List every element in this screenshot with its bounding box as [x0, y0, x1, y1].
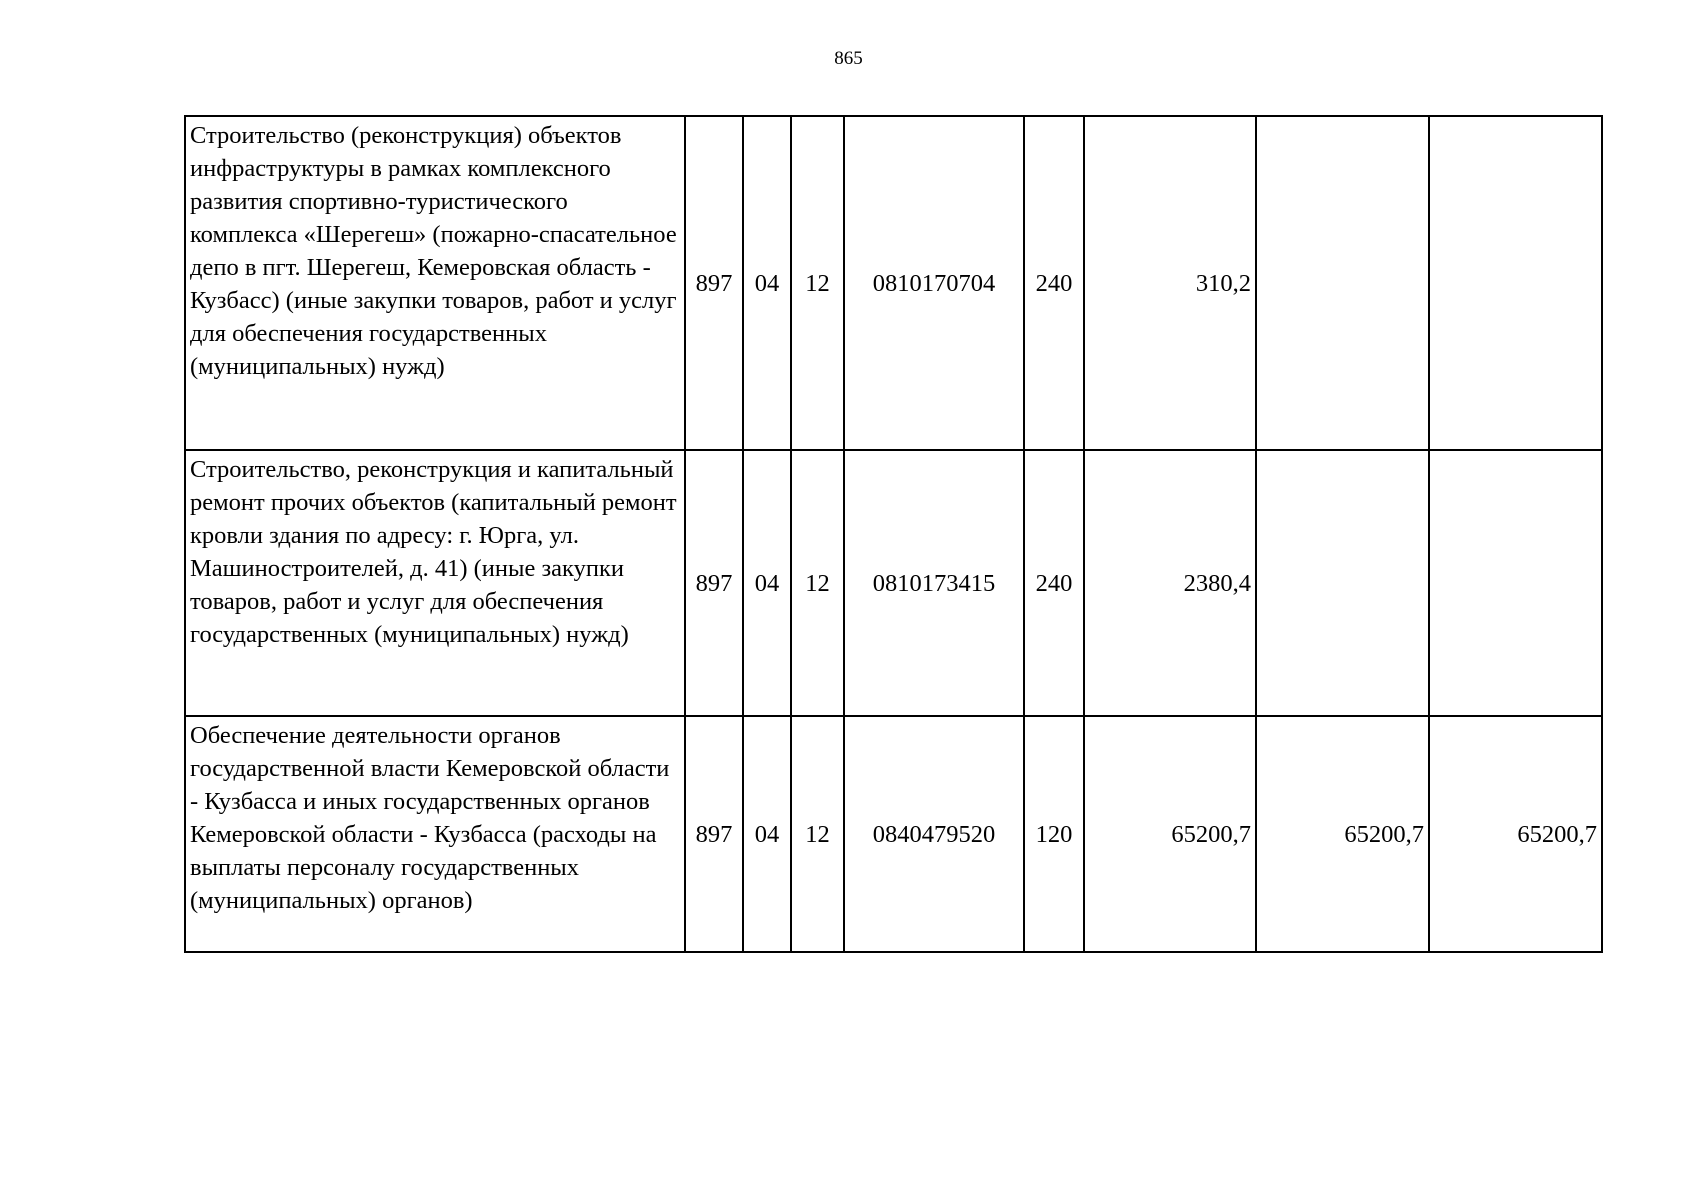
- sum-3-cell: 65200,7: [1429, 716, 1602, 952]
- ministry-code-cell: 897: [685, 450, 743, 716]
- section-code-cell: 04: [743, 116, 791, 450]
- sum-1-cell: 310,2: [1084, 116, 1256, 450]
- expense-type-cell: 240: [1024, 450, 1084, 716]
- sum-1-cell: 65200,7: [1084, 716, 1256, 952]
- table-row: [185, 116, 1602, 450]
- subsection-code-cell: 12: [791, 116, 844, 450]
- budget-table: [184, 115, 1603, 953]
- sum-2-cell: [1256, 450, 1429, 716]
- ministry-code-cell: 897: [685, 116, 743, 450]
- target-article-cell: 0840479520: [844, 716, 1024, 952]
- page-number: 865: [834, 48, 863, 69]
- description-cell: Обеспечение деятельности органов государственной власти Кемеровской области - Кузбасса и иных государственных органов Кемеровской области - Кузбасса (расходы на выплаты персоналу государственных (муниципальных) органов): [185, 716, 685, 952]
- sum-3-cell: [1429, 116, 1602, 450]
- section-code-cell: 04: [743, 450, 791, 716]
- sum-2-cell: 65200,7: [1256, 716, 1429, 952]
- description-cell: Строительство, реконструкция и капитальный ремонт прочих объектов (капитальный ремонт кровли здания по адресу: г. Юрга, ул. Машиностроителей, д. 41) (иные закупки товаров, работ и услуг для обеспечения государственных (муниципальных) нужд): [185, 450, 685, 716]
- sum-1-cell: 2380,4: [1084, 450, 1256, 716]
- target-article-cell: 0810173415: [844, 450, 1024, 716]
- ministry-code-cell: 897: [685, 716, 743, 952]
- table-row: [185, 450, 1602, 716]
- section-code-cell: 04: [743, 716, 791, 952]
- sum-2-cell: [1256, 116, 1429, 450]
- sum-3-cell: [1429, 450, 1602, 716]
- description-cell: Строительство (реконструкция) объектов инфраструктуры в рамках комплексного развития спортивно-туристического комплекса «Шерегеш» (пожарно-спасательное депо в пгт. Шерегеш, Кемеровская область - Кузбасс) (иные закупки товаров, работ и услуг для обеспечения государственных (муниципальных) нужд): [185, 116, 685, 450]
- expense-type-cell: 120: [1024, 716, 1084, 952]
- table-row: [185, 716, 1602, 952]
- target-article-cell: 0810170704: [844, 116, 1024, 450]
- expense-type-cell: 240: [1024, 116, 1084, 450]
- subsection-code-cell: 12: [791, 450, 844, 716]
- subsection-code-cell: 12: [791, 716, 844, 952]
